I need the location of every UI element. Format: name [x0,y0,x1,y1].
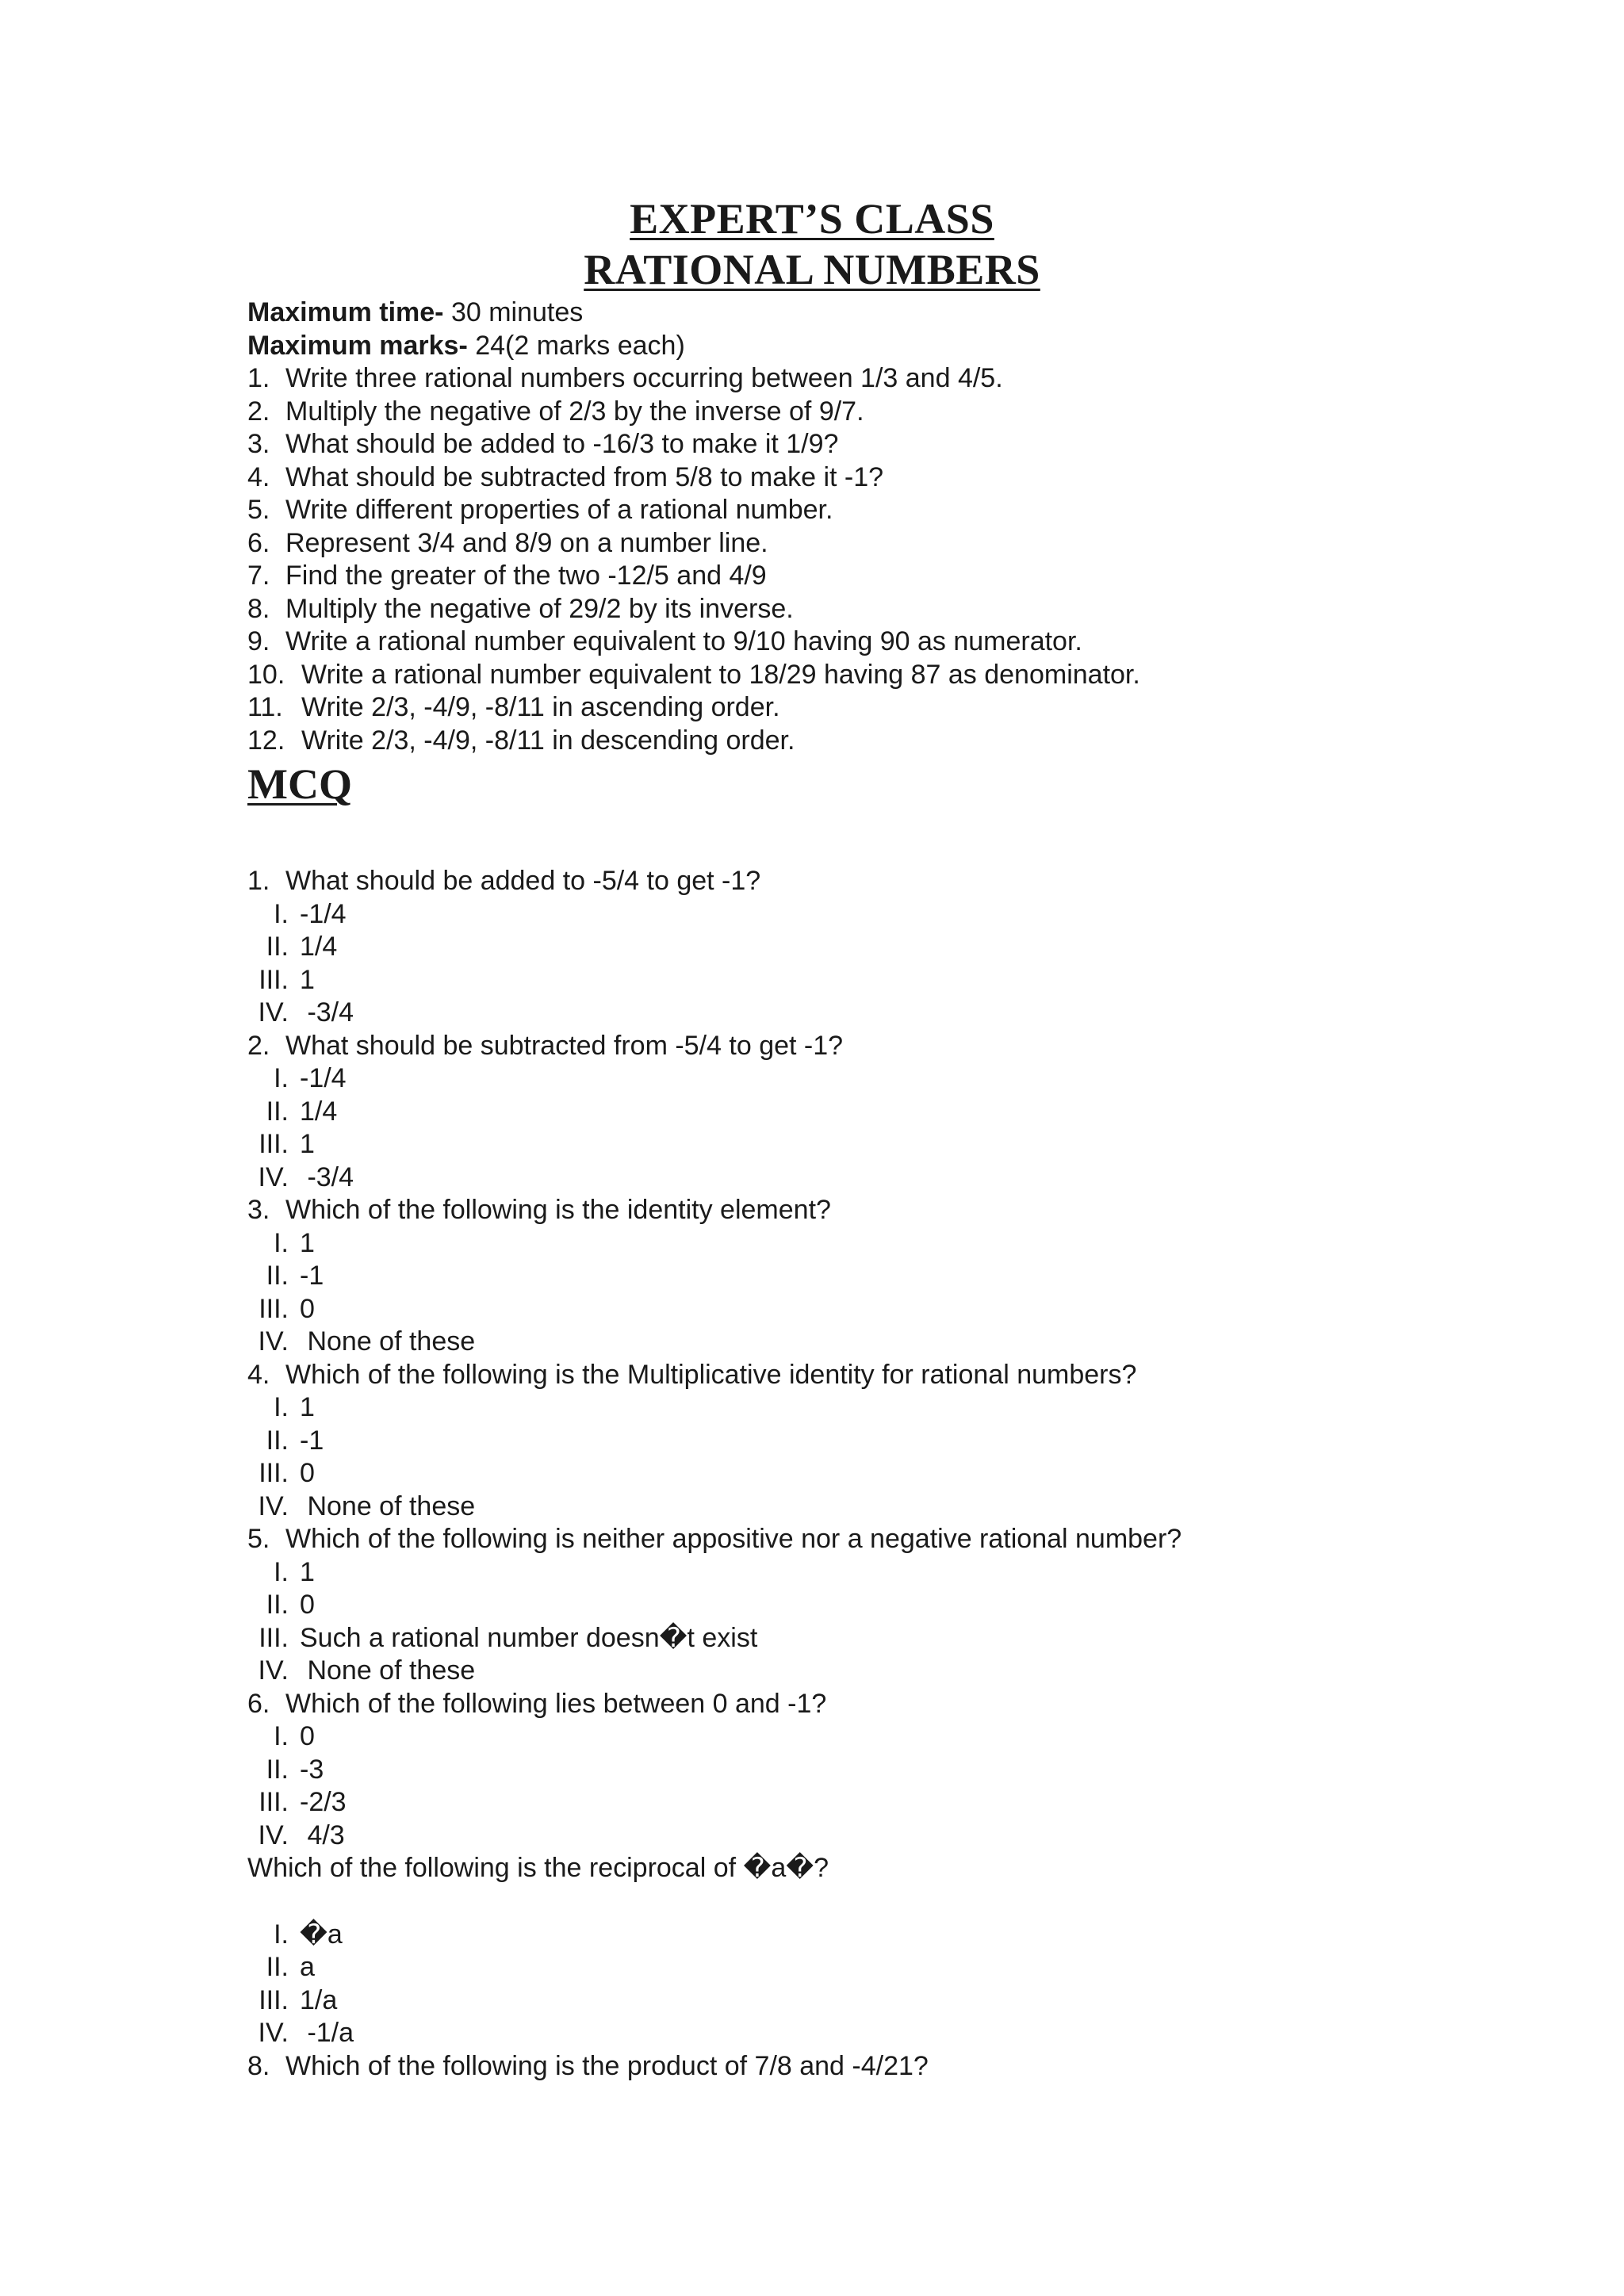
option-numeral: II. [266,1754,289,1785]
question-number: 12. [247,725,285,756]
option-numeral: I. [274,1392,289,1422]
option-text: �a [300,1919,343,1950]
question-text: Which of the following is the identity element? [285,1195,831,1225]
question-number: 3. [247,1195,270,1225]
option-numeral: I. [274,1227,289,1258]
question-text: Which of the following is neither appositive nor a negative rational number? [285,1524,1182,1554]
question-text: What should be subtracted from -5/4 to get -1? [285,1030,844,1061]
option-numeral: IV. [258,2018,289,2048]
question-text: What should be added to -16/3 to make it 1/9? [285,429,839,459]
question-number: 11. [247,692,283,722]
option-text: 0 [300,1721,315,1751]
mcq-option [247,1655,1532,1688]
mcq-option [247,1096,1532,1129]
mcq-option [247,1457,1532,1490]
question-text: Write a rational number equivalent to 9/10 having 90 as numerator. [285,626,1082,656]
mcq-option [247,898,1532,932]
option-numeral: III. [259,1622,289,1653]
question-number: 2. [247,396,270,427]
option-text: 4/3 [300,1820,345,1850]
option-numeral: III. [259,1458,289,1488]
option-text: -1 [300,1261,324,1291]
option-numeral: II. [266,1425,289,1456]
question-item-3 [247,428,1532,461]
mcq-option [247,2017,1532,2050]
question-text: Write three rational numbers occurring between 1/3 and 4/5. [285,363,1003,393]
option-text: -1/4 [300,898,347,929]
option-numeral: IV. [258,1820,289,1850]
option-numeral: IV. [258,1490,289,1521]
question-text: Write a rational number equivalent to 18/29 having 87 as denominator. [301,659,1140,690]
worksheet-content [247,297,1532,2083]
question-item-11 [247,691,1532,725]
option-numeral: II. [266,1096,289,1127]
option-text: 1 [300,1227,315,1258]
mcq-option [247,1786,1532,1820]
question-number: 8. [247,593,270,624]
option-text: -1 [300,1425,324,1456]
question-text: Multiply the negative of 29/2 by its inverse. [285,593,794,624]
mcq-option [247,1227,1532,1261]
option-text: None of these [300,1655,476,1686]
question-text: Write different properties of a rational number. [285,495,833,525]
max-marks-value: 24(2 marks each) [467,330,685,361]
max-time-label: Maximum time- [247,297,444,327]
option-text: 1/4 [300,932,338,962]
question-number: 6. [247,1688,270,1719]
mcq-question-6 [247,1688,1532,1721]
max-time-value: 30 minutes [443,297,584,327]
question-item-7 [247,560,1532,593]
question-number: 9. [247,626,270,656]
mcq-list [247,865,1532,1852]
mcq-option [247,1984,1532,2018]
question-number: 8. [247,2050,270,2081]
question-number: 1. [247,363,270,393]
question-item-5 [247,494,1532,527]
mcq-question-2 [247,1030,1532,1063]
mcq-option [247,1062,1532,1096]
question-text: Write 2/3, -4/9, -8/11 in descending order. [301,725,795,756]
option-numeral: II. [266,1261,289,1291]
question-text: Multiply the negative of 2/3 by the inverse of 9/7. [285,396,864,427]
mcq-question-8 [247,2050,1532,2084]
option-text: 1 [300,964,315,995]
mcq-option [247,931,1532,964]
spacer [247,1885,1532,1919]
question-text: What should be added to -5/4 to get -1? [285,866,761,896]
option-numeral: I. [274,1721,289,1751]
mcq-option [247,1589,1532,1622]
option-numeral: III. [259,1293,289,1324]
option-text: -3/4 [300,1161,354,1192]
question-number: 6. [247,527,270,558]
mcq-question-3 [247,1194,1532,1227]
max-marks-line [247,330,1532,363]
mcq-option [247,1425,1532,1458]
option-numeral: III. [259,1129,289,1159]
mcq-option [247,1161,1532,1195]
option-text: a [300,1952,315,1982]
option-text: 1/4 [300,1096,338,1127]
mcq-question-5 [247,1523,1532,1556]
mcq-option [247,1556,1532,1590]
option-text: 1 [300,1392,315,1422]
option-numeral: III. [259,964,289,995]
question-item-8 [247,593,1532,626]
max-marks-label: Maximum marks- [247,330,468,361]
mcq-option [247,1293,1532,1326]
mcq-option [247,1490,1532,1524]
option-numeral: IV. [258,1326,289,1357]
question-number: 3. [247,429,270,459]
question-item-1 [247,362,1532,396]
option-text: -1/4 [300,1063,347,1093]
question-item-4 [247,461,1532,495]
option-numeral: I. [274,1063,289,1093]
mcq-options [247,1919,1532,2050]
question-text: Which of the following is the Multiplicative identity for rational numbers? [285,1359,1137,1390]
question-number: 1. [247,866,270,896]
spacer [247,809,1532,865]
option-numeral: IV. [258,1161,289,1192]
max-time-line [247,297,1532,330]
question-item-6 [247,527,1532,561]
mcq-option [247,1260,1532,1293]
mcq-question-1 [247,865,1532,898]
mcq-question-unnumbered: Which of the following is the reciprocal of �a�? [247,1853,829,1883]
mcq-option [247,1919,1532,1952]
option-text: 1 [300,1556,315,1587]
question-number: 2. [247,1030,270,1061]
option-text: -3/4 [300,997,354,1027]
question-number: 7. [247,561,270,591]
option-text: -3 [300,1754,324,1785]
question-text: Find the greater of the two -12/5 and 4/9 [285,561,767,591]
question-number: 4. [247,1359,270,1390]
title-line-1: EXPERT’S CLASS [630,195,994,243]
mcq-option [247,1622,1532,1655]
option-numeral: IV. [258,1655,289,1686]
option-text: 1 [300,1129,315,1159]
title-line-2: RATIONAL NUMBERS [584,246,1040,293]
option-numeral: II. [266,1952,289,1982]
mcq-option [247,1951,1532,1984]
title-block [0,193,1624,295]
option-text: Such a rational number doesn�t exist [300,1622,758,1653]
questions-list [247,362,1532,757]
question-number: 10. [247,659,285,690]
option-numeral: IV. [258,997,289,1027]
question-text: Represent 3/4 and 8/9 on a number line. [285,527,768,558]
question-number: 5. [247,495,270,525]
option-numeral: I. [274,1556,289,1587]
question-text: What should be subtracted from 5/8 to make it -1? [285,461,884,492]
mcq-option [247,964,1532,997]
question-item-12 [247,725,1532,758]
option-text: 0 [300,1293,315,1324]
mcq-option [247,1720,1532,1754]
option-text: -2/3 [300,1787,347,1817]
question-text: Write 2/3, -4/9, -8/11 in ascending order. [301,692,780,722]
mcq-option [247,1391,1532,1425]
option-text: 1/a [300,1984,338,2015]
mcq-heading: MCQ [247,760,352,808]
mcq-question-4 [247,1359,1532,1392]
option-numeral: III. [259,1984,289,2015]
question-item-2 [247,396,1532,429]
mcq-option [247,1326,1532,1359]
option-text: 0 [300,1458,315,1488]
option-numeral: I. [274,1919,289,1950]
question-item-10 [247,659,1532,692]
option-numeral: II. [266,1590,289,1620]
option-text: None of these [300,1326,476,1357]
question-text: Which of the following is the product of 7/8 and -4/21? [285,2050,929,2081]
option-text: None of these [300,1490,476,1521]
mcq-option [247,1820,1532,1853]
mcq-option [247,1754,1532,1787]
question-number: 5. [247,1524,270,1554]
option-text: 0 [300,1590,315,1620]
question-text: Which of the following lies between 0 and -1? [285,1688,827,1719]
mcq-option [247,1128,1532,1161]
option-text: -1/a [300,2018,354,2048]
mcq-option [247,997,1532,1030]
option-numeral: II. [266,932,289,962]
question-number: 4. [247,461,270,492]
option-numeral: I. [274,898,289,929]
question-item-9 [247,626,1532,659]
option-numeral: III. [259,1787,289,1817]
